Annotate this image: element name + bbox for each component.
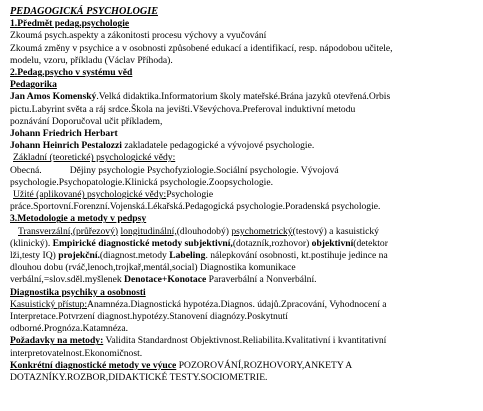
methods-labeling: Labeling [169, 250, 206, 262]
section-2-heading: 2.Pedag.psycho v systému věd [10, 67, 133, 79]
methods-line5 [10, 274, 477, 286]
theoretical-a: Obecná. [10, 164, 42, 176]
concrete-heading: Konkrétní diagnostické metody ve výuce [10, 359, 177, 371]
s2-subheading: Pedagorika [10, 79, 57, 91]
applied-heading: Užité (aplikované) psychologické vědy: [13, 189, 167, 201]
methods-line1 [10, 226, 477, 238]
komensky-line3: poznávání Doporučoval učit příkladem, [10, 115, 163, 127]
method-longitudinal-note: (dlouhodobý) [176, 225, 229, 237]
applied-line2: práce.Sportovní.Forenzní.Vojenská.Lékařská.Pedagogická psychologie.Poradenská psychologie. [10, 201, 381, 213]
casuistic-line1 [10, 299, 477, 311]
herbart-name: Johann Friedrich Herbart [10, 128, 118, 140]
theoretical-line1 [10, 165, 477, 177]
komensky-line2: pictu.Labyrint světa a ráj srdce.Škola na jevišti.Vševýchova.Preferoval induktivní metodu [10, 103, 356, 115]
methods-objective: objektivní [311, 237, 354, 249]
method-psychometric: psychometrický [231, 225, 293, 237]
pestalozzi-paragraph [10, 140, 477, 152]
requirements-text: Validita Standardnost Objektivnost.Reliabilita.Kvalitativní i kvantitativní [103, 335, 387, 347]
methods-l3c: (diagnost.metody [99, 250, 170, 262]
method-transversal-note: (průřezový) [72, 225, 119, 237]
document-title: PEDAGOGICKÁ PSYCHOLOGIE [10, 6, 159, 17]
methods-l2e: (detektor [353, 237, 388, 249]
requirements-line1 [10, 335, 477, 347]
applied-a: Psychologie [166, 189, 214, 201]
concrete-line1 [10, 360, 477, 372]
requirements-line2: interpretovatelnost.Ekonomičnost. [10, 347, 143, 359]
methods-l3a: lži,testy IQ) [10, 250, 59, 262]
requirements-heading: Požadavky na metody: [10, 335, 104, 347]
methods-l5c: Paraverbální a Nonverbální. [206, 274, 317, 286]
methods-line4: dlouhou dobu (rváč,lenoch,trojkař,mentál,social) Diagnostika komunikace [10, 262, 296, 274]
concrete-line2: DOTAZNÍKY.ROZBOR,DIDAKTICKÉ TESTY.SOCIOMETRIE. [10, 372, 268, 384]
casuistic-text: Anamnéza.Diagnostická hypotéza.Diagnos. údajů.Zpracování, Vyhodnocení a [87, 298, 387, 310]
section-1-heading: 1.Předmět pedag.psychologie [10, 18, 130, 30]
methods-line3 [10, 250, 477, 262]
applied-line1 [10, 189, 477, 201]
casuistic-line3: odborné.Prognóza.Katamnéza. [10, 323, 129, 335]
pestalozzi-text: zakladatele pedagogické a vývojové psychologie. [121, 140, 315, 152]
pestalozzi-name: Johann Heinrich Pestalozzi [10, 140, 122, 152]
komensky-text: .Velká didaktika.Informatorium školy mateřské.Brána jazyků otevřená.Orbis [96, 91, 391, 103]
s1-line2: Zkoumá změny v psychice a v osobnosti způsobené edukací a identifikací, resp. nápodobou učitele, [10, 42, 393, 54]
theoretical-line2: psychologie.Psychopatologie.Klinická psychologie.Zoopsychologie. [10, 176, 273, 188]
methods-denotation: Denotace+Konotace [124, 274, 207, 286]
method-longitudinal: longitudinální, [120, 225, 177, 237]
concrete-text: POZOROVÁNÍ,ROZHOVORY,ANKETY A [176, 359, 353, 371]
diagnostics-heading: Diagnostika psychiky a osobnosti [10, 286, 146, 298]
theoretical-b: Dějiny psychologie Psychofyziologie.Sociální psychologie. Vývojová [69, 164, 339, 176]
methods-l2c: (dotazník,rozhovor) [232, 237, 312, 249]
casuistic-heading: Kasuistický přístup: [10, 298, 88, 310]
s1-line3: modelu, vzoru, příkladu (Václav Příhoda). [10, 54, 173, 66]
s1-line1: Zkoumá psych.aspekty a zákonitosti procesu výchovy a vyučování [10, 30, 267, 42]
casuistic-line2: Interpretace.Potvrzení diagnost.hypotézy.Stanovení diagnózy.Poskytnutí [10, 311, 288, 323]
section-3-heading: 3.Metodologie a metody v pedpsy [10, 213, 147, 225]
methods-l5a: verbální,=slov.sděl.myšlenek [10, 274, 125, 286]
method-psychometric-note: (testový) a kasuistický [292, 225, 379, 237]
method-transversal: Transverzální, [18, 225, 73, 237]
methods-projective: projekční. [58, 250, 100, 262]
methods-l3e: . nálepkování osobnosti, kt.postihuje jedince na [205, 250, 388, 262]
methods-subjective: Empirické diagnostické metody subjektivní, [52, 237, 233, 249]
komensky-name: Jan Amos Komenský [10, 91, 97, 103]
theoretical-heading: Základní (teoretické) psychologické vědy: [13, 152, 176, 164]
methods-l2a: (klinický). [10, 237, 53, 249]
methods-line2 [10, 238, 477, 250]
komensky-paragraph [10, 91, 477, 103]
